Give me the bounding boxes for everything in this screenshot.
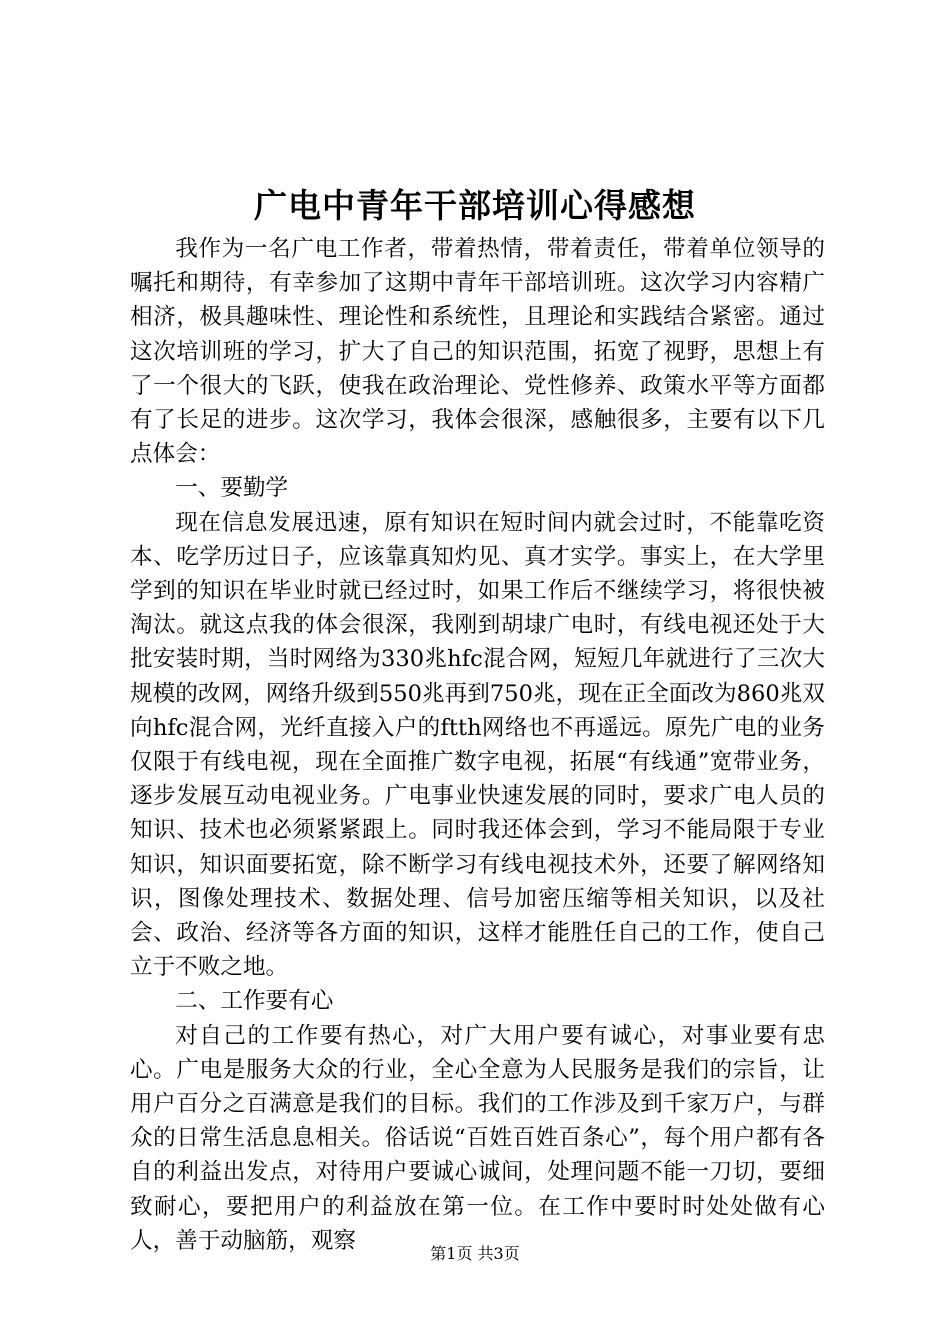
document-title: 广电中青年干部培训心得感想 xyxy=(254,186,696,225)
document-body xyxy=(130,232,825,1258)
paragraph-section-2: 对自己的工作要有热心，对广大用户要有诚心，对事业要有忠心。广电是服务大众的行业，全心全意为人民服务是我们的宗旨，让用户百分之百满意是我们的目标。我们的工作涉及到千家万户，与群众的日常生活息息相关。俗话说“百姓百姓百条心”，每个用户都有各自的利益出发点，对待用户要诚心诚间，处理问题不能一刀切，要细致耐心，要把用户的利益放在第一位。在工作中要时时处处做有心人，善于动脑筋，观察 xyxy=(130,1022,825,1254)
section-heading-2: 二、工作要有心 xyxy=(175,988,334,1015)
section-heading-1: 一、要勤学 xyxy=(175,475,289,502)
page-number-footer: 第1页 共3页 xyxy=(430,1244,520,1263)
paragraph-intro: 我作为一名广电工作者，带着热情，带着责任，带着单位领导的嘱托和期待，有幸参加了这期中青年干部培训班。这次学习内容精广相济，极具趣味性、理论性和系统性，且理论和实践结合紧密。通过这次培训班的学习，扩大了自己的知识范围，拓宽了视野，思想上有了一个很大的飞跃，使我在政治理论、党性修养、政策水平等方面都有了长足的进步。这次学习，我体会很深，感触很多，主要有以下几点体会： xyxy=(130,236,825,468)
paragraph-section-1: 现在信息发展迅速，原有知识在短时间内就会过时，不能靠吃资本、吃学历过日子，应该靠真知灼见、真才实学。事实上，在大学里学到的知识在毕业时就已经过时，如果工作后不继续学习，将很快被淘汰。就这点我的体会很深，我刚到胡埭广电时，有线电视还处于大批安装时期，当时网络为330兆hfc混合网，短短几年就进行了三次大规模的改网，网络升级到550兆再到750兆，现在正全面改为860兆双向hfc混合网，光纤直接入户的ftth网络也不再遥远。原先广电的业务仅限于有线电视，现在全面推广数字电视，拓展“有线通”宽带业务，逐步发展互动电视业务。广电事业快速发展的同时，要求广电人员的知识、技术也必须紧紧跟上。同时我还体会到，学习不能局限于专业知识，知识面要拓宽，除不断学习有线电视技术外，还要了解网络知识，图像处理技术、数据处理、信号加密压缩等相关知识，以及社会、政治、经济等各方面的知识，这样才能胜任自己的工作，使自己立于不败之地。 xyxy=(130,509,825,981)
